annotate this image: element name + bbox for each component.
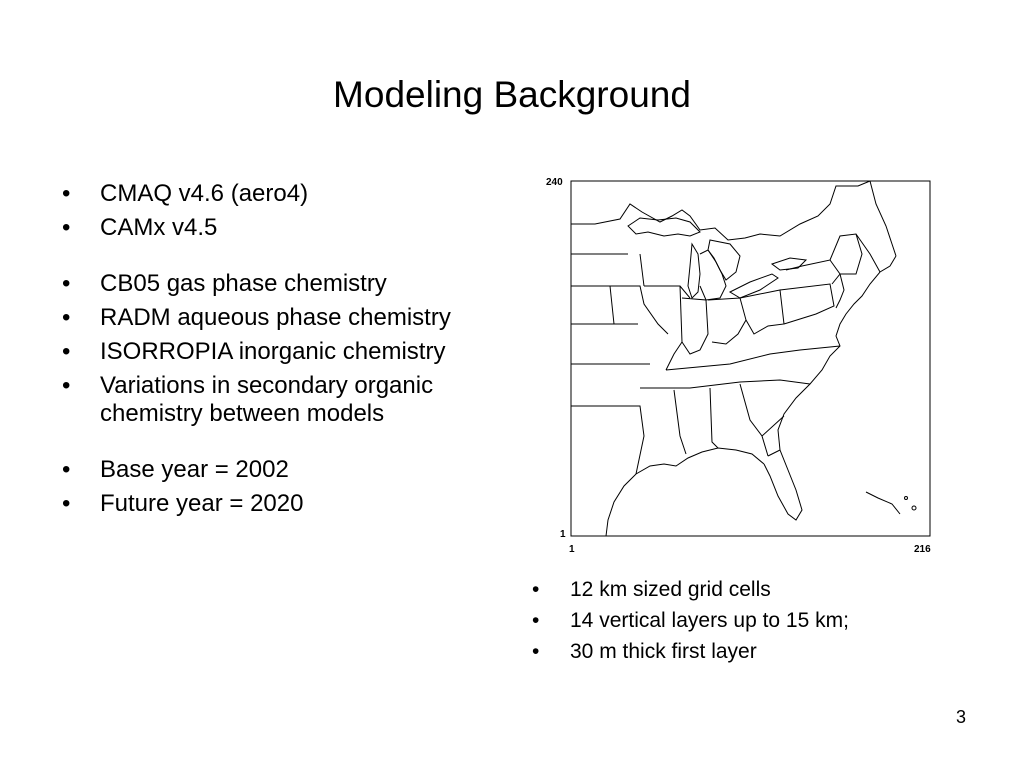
list-item [62,304,462,332]
bullet-text: 14 vertical layers up to 15 km; [570,609,849,632]
list-item [62,214,462,242]
slide-title: Modeling Background [333,74,691,115]
bullet-dot: • [62,456,71,483]
left-bullet-list [62,180,462,524]
bullet-dot: • [62,180,71,207]
lake-erie [730,274,778,298]
maine-coast [870,181,896,256]
bullet-dot: • [532,640,540,663]
bullet-text: Variations in secondary organic chemistry between models [100,372,434,427]
bullet-text: CAMx v4.5 [100,214,218,241]
bullet-dot: • [62,372,71,399]
bullet-text: RADM aqueous phase chemistry [100,304,451,331]
list-item [62,270,462,298]
bullet-dot: • [62,490,71,517]
list-item [62,180,462,208]
bullet-dot: • [532,609,540,632]
bullet-text: CB05 gas phase chemistry [100,270,387,297]
bullet-dot: • [532,578,540,601]
domain-map [540,174,940,562]
bullet-text: Future year = 2020 [100,490,304,517]
lake-superior [628,218,700,236]
lake-ontario [772,258,806,270]
bullet-text: CMAQ v4.6 (aero4) [100,180,309,207]
list-item [62,372,462,428]
list-item [62,456,462,484]
bullet-text: Base year = 2002 [100,456,289,483]
bullet-text: 12 km sized grid cells [570,578,771,601]
bullet-text: ISORROPIA inorganic chemistry [100,338,446,365]
list-item [532,577,952,603]
bullet-dot: • [62,304,71,331]
lake-michigan [688,244,700,298]
page-number: 3 [955,707,966,727]
eastern-us-map-graphic [540,174,940,562]
state-borders [571,234,880,474]
x-max-label: 216 [914,544,931,555]
gulf-coast [606,448,764,536]
bullet-text: 30 m thick first layer [570,640,757,663]
list-item [62,338,462,366]
michigan [700,250,726,300]
caribbean-islands [866,492,900,514]
bullet-dot: • [62,214,71,241]
x-min-label: 1 [569,544,575,555]
lake-huron [708,240,740,280]
bullet-dot: • [62,270,71,297]
y-min-label: 1 [560,529,566,540]
island [912,506,916,510]
island [905,497,908,500]
bullet-dot: • [62,338,71,365]
northern-border [571,181,870,240]
y-max-label: 240 [546,177,563,188]
right-bullet-list [532,577,952,670]
list-item [532,608,952,634]
list-item [532,639,952,665]
list-item [62,490,462,518]
east-coast [764,256,896,520]
